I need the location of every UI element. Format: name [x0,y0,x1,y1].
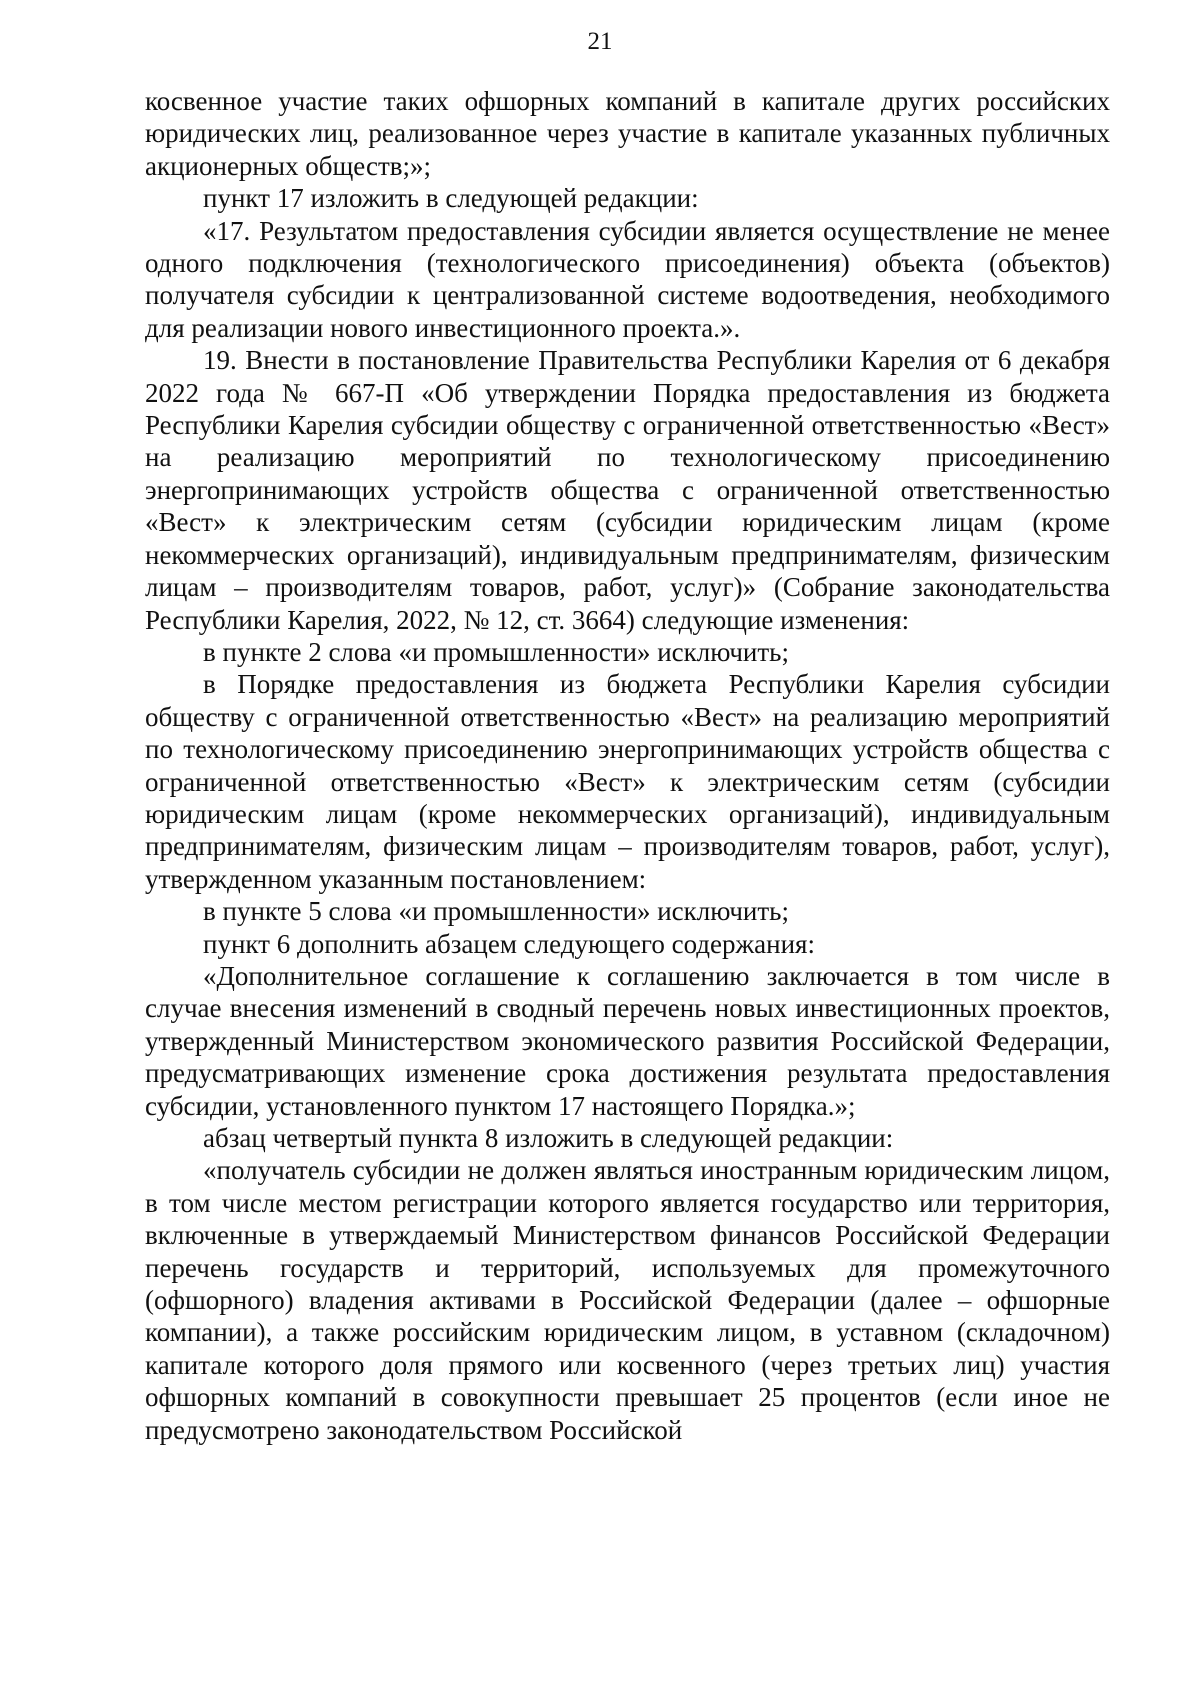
paragraph: пункт 6 дополнить абзацем следующего содержания: [203,928,815,959]
paragraph: пункт 17 изложить в следующей редакции: [203,183,699,214]
paragraph: 19. Внести в постановление Правительства Республики Карелия от 6 декабря 2022 года № 667-П «Об утверждении Порядка предоставления из бюджета Республики Карелия субсидии обществу с ограниченной ответственностью «Вест» на реализацию мероприятий по технологическому присоединению энергопринимающих устройств общества с ограниченной ответственностью «Вест» к электрическим сетям (субсидии юридическим лицам (кроме некоммерческих организаций), индивидуальным предпринимателям, физическим лицам – производителям товаров, работ, услуг)» (Собрание законодательства Республики Карелия, 2022, № 12, ст. 3664) следующие изменения: [145,345,1110,635]
paragraph: «17. Результатом предоставления субсидии является осуществление не менее одного подключения (технологического присоединения) объекта (объектов) получателя субсидии к централизованной системе водоотведения, необходимого для реализации нового инвестиционного проекта.». [145,215,1110,343]
paragraph: абзац четвертый пункта 8 изложить в следующей редакции: [203,1123,894,1153]
page-number: 21 [587,28,613,55]
paragraph: в пункте 2 слова «и промышленности» исключить; [203,636,789,667]
paragraph: «получатель субсидии не должен являться иностранным юридическим лицом, в том числе местом регистрации которого является государство или территория, включенные в утверждаемый Министерством финансов Российской Федерации перечень государств и территорий, используемых для промежуточного (офшорного) владения активами в Российской Федерации (далее – офшорные компании), а также российским юридическим лицом, в уставном (складочном) капитале которого доля прямого или косвенного (через третьих лиц) участия офшорных компаний в совокупности превышает 25 процентов (если иное не предусмотрено законодательством Российской [145,1155,1110,1445]
paragraph: в Порядке предоставления из бюджета Республики Карелия субсидии обществу с ограниченной ответственностью «Вест» на реализацию мероприятий по технологическому присоединению энергопринимающих устройств общества с ограниченной ответственностью «Вест» к электрическим сетям (субсидии юридическим лицам (кроме некоммерческих организаций), индивидуальным предпринимателям, физическим лицам – производителям товаров, работ, услуг), утвержденном указанным постановлением: [145,669,1110,894]
document-body [145,85,1110,1446]
paragraph: в пункте 5 слова «и промышленности» исключить; [203,896,789,927]
paragraph: «Дополнительное соглашение к соглашению заключается в том числе в случае внесения изменений в сводный перечень новых инвестиционных проектов, утвержденный Министерством экономического развития Российской Федерации, предусматривающих изменение срока достижения результата предоставления субсидии, установленного пунктом 17 настоящего Порядка.»; [145,960,1110,1121]
paragraph: косвенное участие таких офшорных компаний в капитале других российских юридических лиц, реализованное через участие в капитале указанных публичных акционерных обществ;»; [145,86,1110,181]
